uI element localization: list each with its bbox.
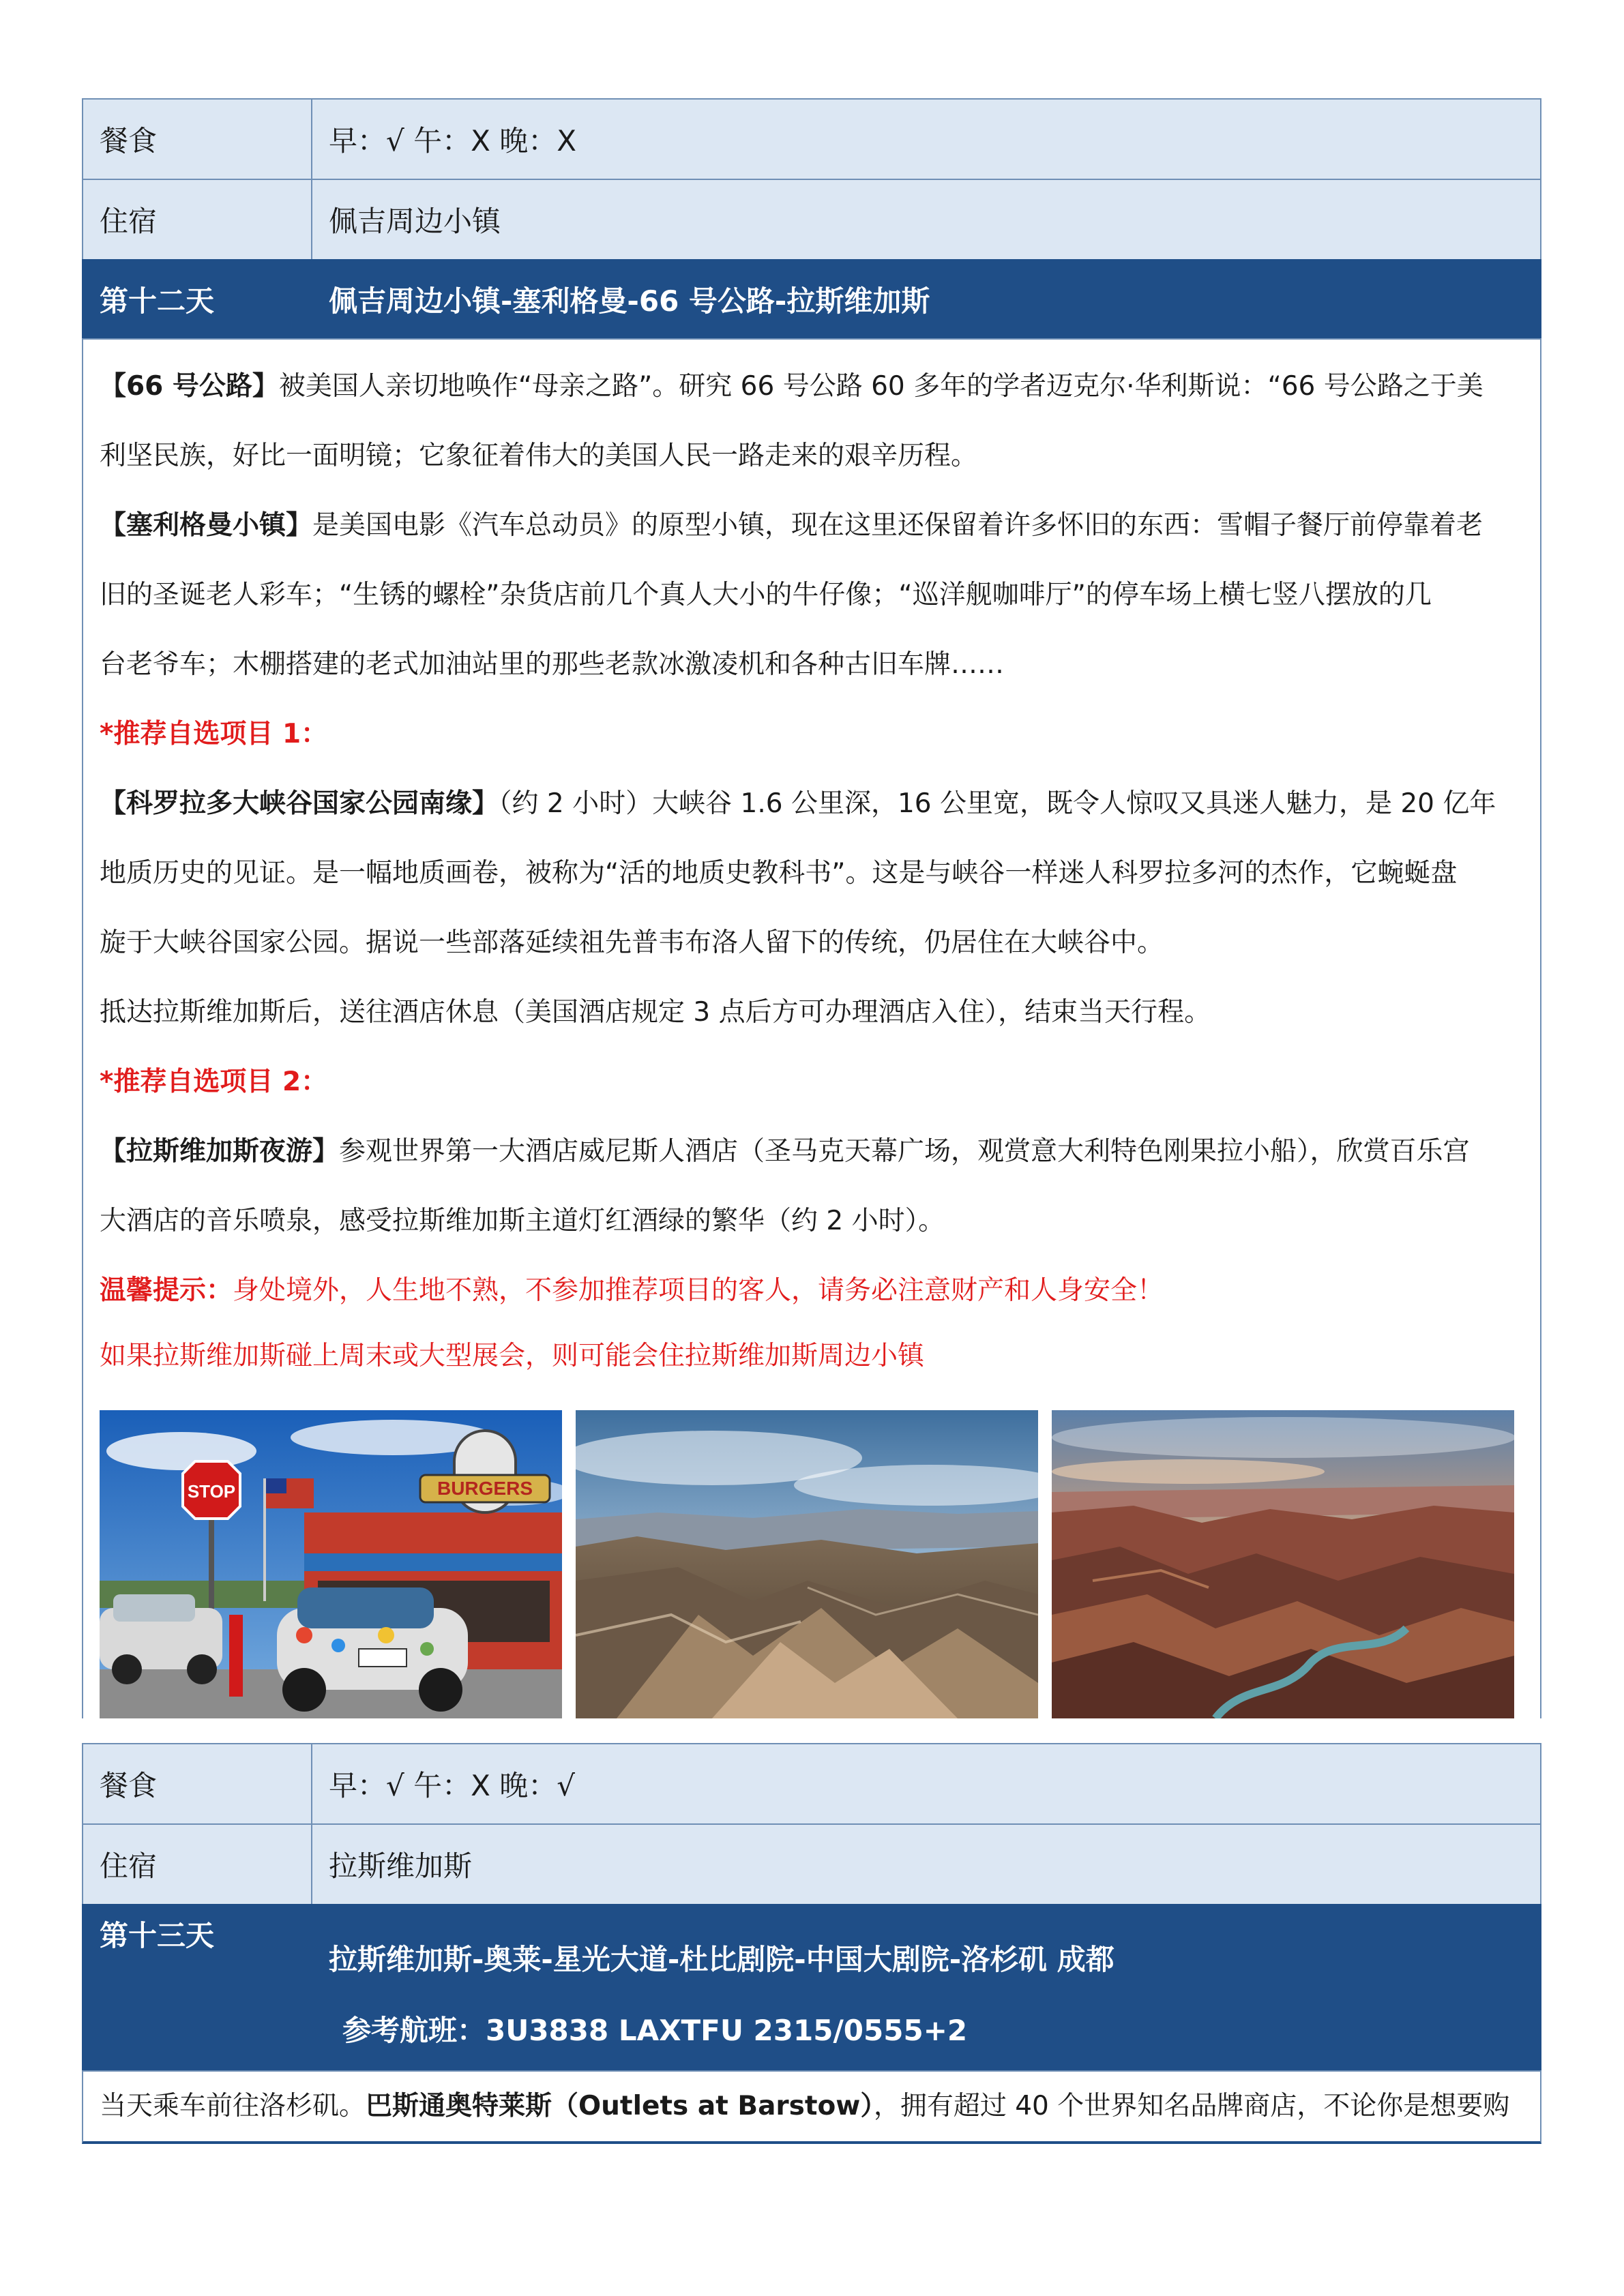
meals-value: 早：√ 午：X 晚：X (329, 124, 577, 158)
day13-route: 拉斯维加斯-奥莱-星光大道-杜比剧院-中国大剧院-洛杉矶 成都 (329, 1943, 1114, 1976)
day12-meals-label: 餐食 (83, 1744, 312, 1823)
grand-canyon-photo-2-art (1052, 1410, 1514, 1718)
grand-canyon-photo-1 (576, 1410, 1038, 1718)
stop-sign-text: STOP (187, 1481, 236, 1502)
seligman-paragraph (100, 491, 1524, 561)
day12-stay-value: 拉斯维加斯 (329, 1849, 473, 1883)
photo-strip (100, 1410, 1524, 1718)
night-tour-paragraph (100, 1117, 1524, 1187)
grand-canyon-photo-2 (1052, 1410, 1514, 1718)
stay-value: 佩吉周边小镇 (329, 205, 501, 238)
route66-paragraph (100, 352, 1524, 421)
optional-item-1: *推荐自选项目 1： (100, 719, 328, 749)
seligman-title: 【塞利格曼小镇】 (100, 510, 313, 541)
route66-photo-art (100, 1410, 562, 1718)
stay-label: 住宿 (83, 180, 312, 259)
route66-line2: 利坚民族，好比一面明镜；它象征着伟大的美国人民一路走来的艰辛历程。 (100, 441, 978, 471)
grand-canyon-line3: 旋于大峡谷国家公园。据说一些部落延续祖先普韦布洛人留下的传统，仍居住在大峡谷中。 (100, 927, 1164, 958)
day12-header (82, 259, 1541, 338)
arrival-paragraph: 抵达拉斯维加斯后，送往酒店休息（美国酒店规定 3 点后方可办理酒店入住），结束当天行程。 (100, 997, 1211, 1028)
seligman-line2: 旧的圣诞老人彩车；“生锈的螺栓”杂货店前几个真人大小的牛仔像；“巡洋舰咖啡厅”的停车场上横七竖八摆放的几 (100, 580, 1432, 610)
warm-tip-text: 身处境外，人生地不熟，不参加推荐项目的客人，请务必注意财产和人身安全！ (233, 1275, 1164, 1306)
day13-header (82, 1904, 1541, 2070)
day12-route: 佩吉周边小镇-塞利格曼-66 号公路-拉斯维加斯 (329, 284, 930, 318)
meals-label: 餐食 (83, 100, 312, 179)
day13-text: 当天乘车前往洛杉矶。 (100, 2091, 366, 2121)
day13-paragraph (100, 2086, 1509, 2127)
outlets-title: 巴斯通奥特莱斯（Outlets at Barstow） (366, 2091, 874, 2121)
day13-rest: ，拥有超过 40 个世界知名品牌商店，不论你是想要购 (873, 2091, 1510, 2121)
night-tour-line2: 大酒店的音乐喷泉，感受拉斯维加斯主道灯红酒绿的繁华（约 2 小时）。 (100, 1206, 945, 1236)
warm-tip-label: 温馨提示： (100, 1275, 233, 1306)
grand-canyon-line2: 地质历史的见证。是一幅地质画卷，被称为“活的地质史教科书”。这是与峡谷一样迷人科罗拉多河的杰作，它蜿蜒盘 (100, 858, 1458, 889)
stay-row (82, 179, 1541, 259)
warm-tip (100, 1256, 1524, 1326)
day13-route-block (312, 1905, 1540, 2051)
night-tour-title: 【拉斯维加斯夜游】 (100, 1136, 340, 1167)
seligman-text: 是美国电影《汽车总动员》的原型小镇，现在这里还保留着许多怀旧的东西：雪帽子餐厅前停靠着老 (312, 510, 1483, 541)
meals-row (82, 98, 1541, 179)
day12-body (82, 338, 1541, 1718)
day12-stay-label: 住宿 (83, 1825, 312, 1904)
grand-canyon-paragraph (100, 769, 1524, 839)
route66-text: 被美国人亲切地唤作“母亲之路”。研究 66 号公路 60 多年的学者迈克尔·华利斯说：“66 号公路之于美 (278, 371, 1483, 402)
route66-title: 【66 号公路】 (100, 371, 279, 402)
grand-canyon-photo-1-art (576, 1410, 1038, 1718)
day13-label: 第十三天 (100, 1919, 215, 1952)
day12-label: 第十二天 (100, 284, 215, 318)
itinerary-page (82, 98, 1541, 2144)
seligman-line3: 台老爷车；木棚搭建的老式加油站里的那些老款冰激凌机和各种古旧车牌…… (100, 649, 1005, 680)
day12-meals-row (82, 1743, 1541, 1823)
weekend-note: 如果拉斯维加斯碰上周末或大型展会，则可能会住拉斯维加斯周边小镇 (100, 1341, 925, 1371)
route66-photo (100, 1410, 562, 1718)
grand-canyon-text: （约 2 小时）大峡谷 1.6 公里深，16 公里宽，既令人惊叹又具迷人魅力，是 20 亿年 (499, 788, 1496, 819)
day12-meals-value: 早：√ 午：X 晚：√ (329, 1769, 575, 1802)
burgers-sign-text: BURGERS (437, 1478, 533, 1499)
day13-flight: 参考航班：3U3838 LAXTFU 2315/0555+2 (342, 2014, 968, 2047)
optional-item-2: *推荐自选项目 2： (100, 1067, 328, 1097)
day13-body (82, 2070, 1541, 2144)
grand-canyon-title: 【科罗拉多大峡谷国家公园南缘】 (100, 788, 499, 819)
day12-stay-row (82, 1823, 1541, 1904)
night-tour-text: 参观世界第一大酒店威尼斯人酒店（圣马克天幕广场，观赏意大利特色刚果拉小船），欣赏百乐宫 (339, 1136, 1470, 1167)
